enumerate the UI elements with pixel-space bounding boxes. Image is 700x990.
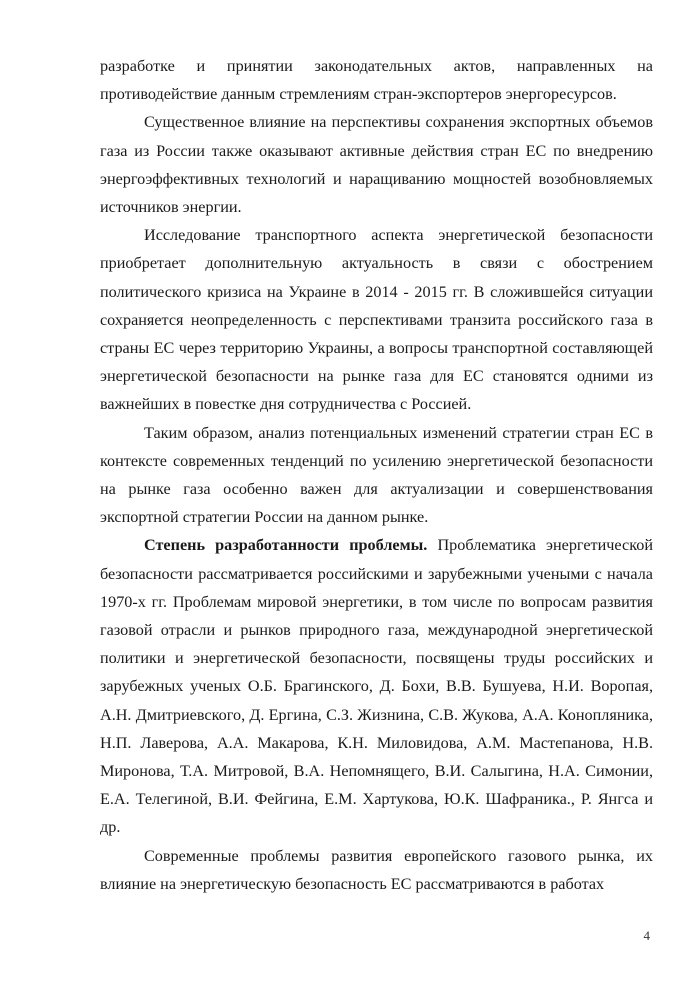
paragraph: Существенное влияние на перспективы сохранения экспортных объемов газа из России также оказывают активные действия стран ЕС по внедрению энергоэффективных технологий и наращиванию мощностей возобновляемых источников энергии. [100, 113, 653, 217]
document-body [100, 52, 653, 898]
paragraph: Современные проблемы развития европейского газового рынка, их влияние на энергетическую безопасность ЕС рассматриваются в работах [100, 846, 653, 893]
paragraph: Исследование транспортного аспекта энергетической безопасности приобретает дополнительную актуальность в связи с обострением политического кризиса на Украине в 2014 - 2015 гг. В сложившейся ситуации сохраняется неопределенность с перспективами транзита российского газа в страны ЕС через территорию Украины, а вопросы транспортной составляющей энергетической безопасности на рынке газа для ЕС становятся одними из важнейших в повестке дня сотрудничества с Россией. [100, 226, 653, 414]
section-heading: Степень разработанности проблемы. [144, 536, 428, 555]
paragraph-text: Проблематика энергетической безопасности рассматривается российскими и зарубежными учеными с начала 1970-х гг. Проблемам мировой энергетики, в том числе по вопросам развития газовой отрасли и рынков природного газа, международной энергетической политики и энергетической безопасности, посвящены труды российских и зарубежных ученых О.Б. Брагинского, Д. Бохи, В.В. Бушуева, Н.И. Воропая, А.Н. Дмитриевского, Д. Ергина, С.З. Жизнина, С.В. Жукова, А.А. Конопляника, Н.П. Лаверова, А.А. Макарова, К.Н. Миловидова, А.М. Мастепанова, Н.В. Миронова, Т.А. Митровой, В.А. Непомнящего, В.И. Салыгина, Н.А. Симонии, Е.А. Телегиной, В.И. Фейгина, Е.М. Хартукова, Ю.К. Шафраника., Р. Янгса и др. [100, 536, 653, 837]
paragraph-with-heading [100, 531, 653, 841]
paragraph: Таким образом, анализ потенциальных изменений стратегии стран ЕС в контексте современных тенденций по усилению энергетической безопасности на рынке газа особенно важен для актуализации и совершенствования экспортной стратегии России на данном рынке. [100, 423, 653, 527]
page-number: 4 [643, 928, 650, 943]
paragraph: разработке и принятии законодательных актов, направленных на противодействие данным стремлениям стран-экспортеров энергоресурсов. [100, 57, 653, 104]
